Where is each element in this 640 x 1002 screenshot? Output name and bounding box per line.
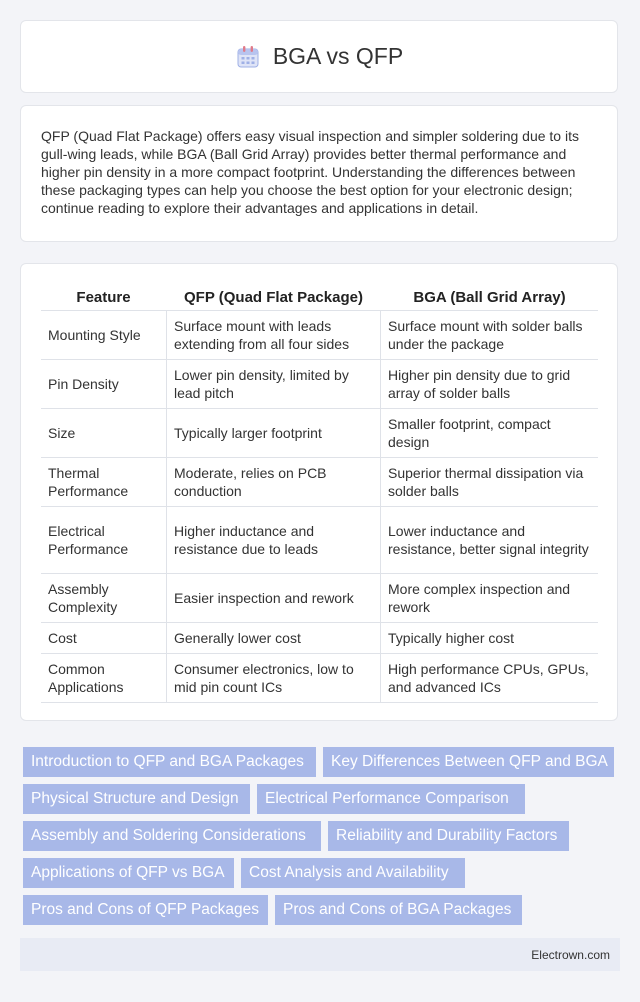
- table-cell-feature: Common Applications: [41, 654, 167, 703]
- title-wrap: [235, 43, 403, 70]
- table-cell-feature: Size: [41, 409, 167, 458]
- table-cell-qfp: Moderate, relies on PCB conduction: [167, 458, 381, 507]
- page-title: BGA vs QFP: [272, 43, 404, 69]
- table-cell-qfp: Lower pin density, limited by lead pitch: [167, 360, 381, 409]
- table-cell-bga: Surface mount with solder balls under the package: [381, 311, 599, 360]
- comparison-table-card: [20, 263, 618, 721]
- topic-link[interactable]: Assembly and Soldering Considerations: [23, 821, 321, 851]
- table-cell-qfp: Higher inductance and resistance due to leads: [167, 507, 381, 574]
- table-cell-bga: More complex inspection and rework: [381, 574, 599, 623]
- header-card: [20, 20, 618, 93]
- table-row: [41, 458, 598, 507]
- table-header-row: [41, 284, 598, 311]
- column-header-bga: BGA (Ball Grid Array): [381, 284, 599, 311]
- table-cell-feature: Pin Density: [41, 360, 167, 409]
- topic-link[interactable]: Key Differences Between QFP and BGA: [323, 747, 614, 777]
- table-row: [41, 409, 598, 458]
- table-row: [41, 574, 598, 623]
- column-header-feature: Feature: [41, 284, 167, 311]
- topic-link[interactable]: Electrical Performance Comparison: [257, 784, 525, 814]
- intro-paragraph: QFP (Quad Flat Package) offers easy visual inspection and simpler soldering due to its gull-wing leads, while BGA (Ball Grid Array) provides better thermal performance and higher pin density in a more compact footprint. Understanding the differences between these packaging types can help you choose the best option for your electronic design; continue reading to explore their advantages and applications in detail.: [41, 128, 579, 216]
- table-row: [41, 654, 598, 703]
- table-cell-bga: Smaller footprint, compact design: [381, 409, 599, 458]
- calendar-icon: [235, 44, 261, 70]
- comparison-table: [41, 284, 598, 703]
- table-row: [41, 360, 598, 409]
- topic-link[interactable]: Applications of QFP vs BGA: [23, 858, 234, 888]
- intro-card: [20, 105, 618, 242]
- footer: [20, 938, 620, 971]
- table-cell-bga: Typically higher cost: [381, 623, 599, 654]
- topic-link[interactable]: Cost Analysis and Availability: [241, 858, 465, 888]
- table-cell-feature: Cost: [41, 623, 167, 654]
- topic-link[interactable]: Introduction to QFP and BGA Packages: [23, 747, 316, 777]
- table-cell-qfp: Typically larger footprint: [167, 409, 381, 458]
- table-cell-feature: Thermal Performance: [41, 458, 167, 507]
- table-row: [41, 311, 598, 360]
- topic-link[interactable]: Physical Structure and Design: [23, 784, 250, 814]
- topic-link[interactable]: Pros and Cons of QFP Packages: [23, 895, 268, 925]
- column-header-qfp: QFP (Quad Flat Package): [167, 284, 381, 311]
- table-cell-bga: Lower inductance and resistance, better signal integrity: [381, 507, 599, 574]
- table-cell-qfp: Surface mount with leads extending from all four sides: [167, 311, 381, 360]
- table-cell-feature: Mounting Style: [41, 311, 167, 360]
- footer-site-link[interactable]: Electrown.com: [531, 948, 610, 962]
- table-cell-qfp: Easier inspection and rework: [167, 574, 381, 623]
- topic-link[interactable]: Reliability and Durability Factors: [328, 821, 569, 851]
- table-cell-feature: Assembly Complexity: [41, 574, 167, 623]
- table-cell-bga: Superior thermal dissipation via solder balls: [381, 458, 599, 507]
- table-cell-qfp: Generally lower cost: [167, 623, 381, 654]
- table-cell-bga: High performance CPUs, GPUs, and advanced ICs: [381, 654, 599, 703]
- table-cell-qfp: Consumer electronics, low to mid pin count ICs: [167, 654, 381, 703]
- table-row: [41, 623, 598, 654]
- topic-link[interactable]: Pros and Cons of BGA Packages: [275, 895, 522, 925]
- table-cell-bga: Higher pin density due to grid array of solder balls: [381, 360, 599, 409]
- table-cell-feature: Electrical Performance: [41, 507, 167, 574]
- table-row: [41, 507, 598, 574]
